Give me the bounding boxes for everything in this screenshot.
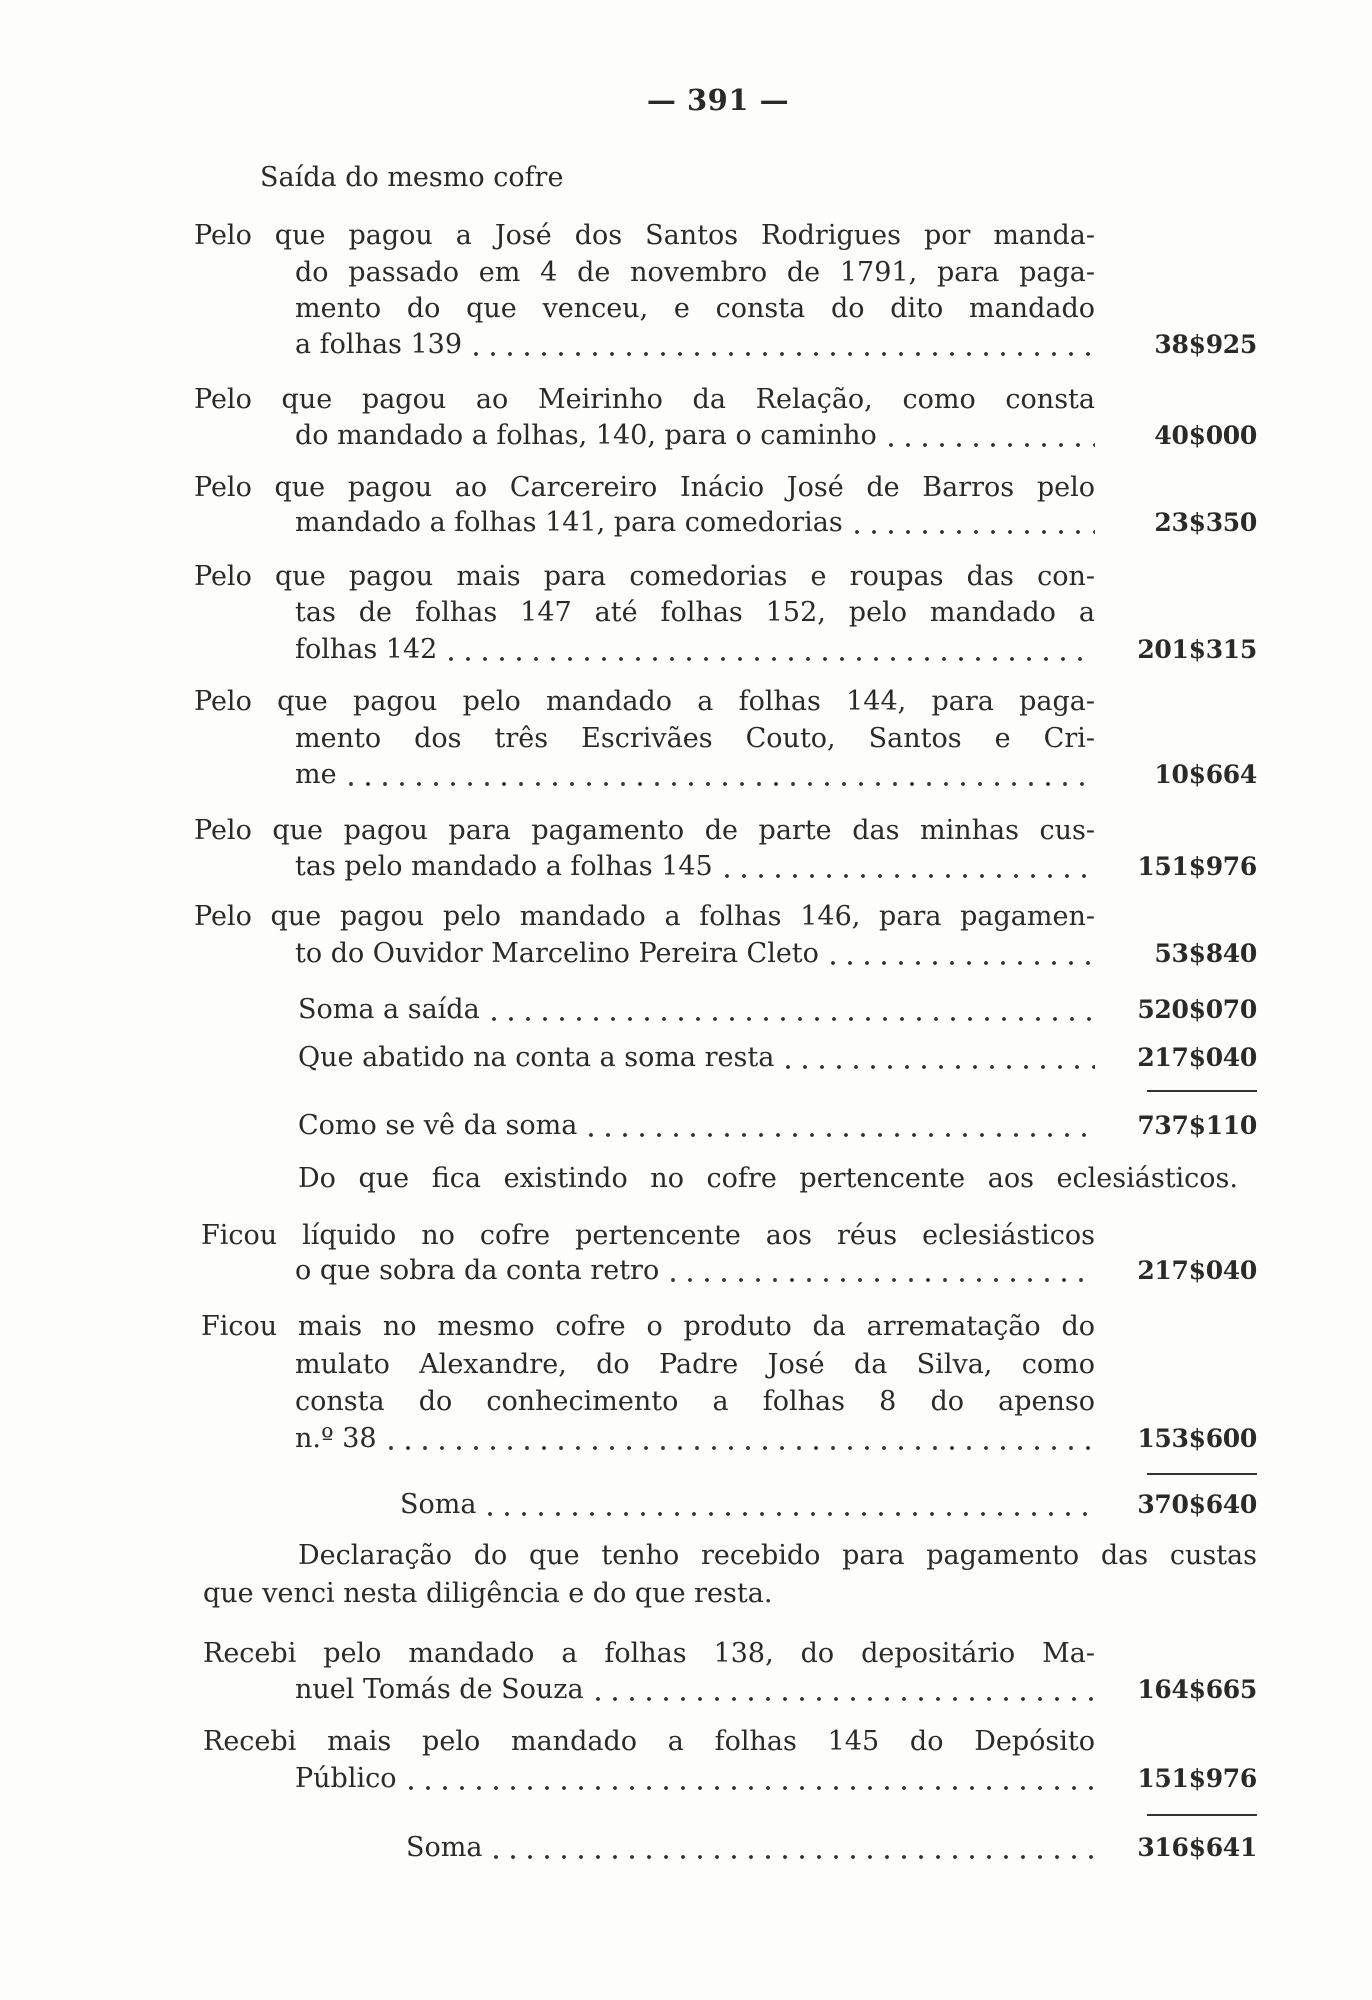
como-se-ve-line <box>298 1108 1095 1144</box>
entry-last-line <box>295 418 1095 454</box>
soma-custas-line <box>406 1830 1095 1866</box>
leader-dots <box>492 992 1095 1028</box>
total-rule <box>1147 1473 1257 1475</box>
resta-line <box>298 1040 1095 1076</box>
leader-dots <box>389 1421 1095 1457</box>
entry-line: mento dos três Escrivães Couto, Santos e Cri- <box>295 723 1095 754</box>
leader-dots <box>671 1253 1095 1289</box>
leader-dots <box>831 936 1095 972</box>
leader-dots <box>596 1672 1095 1708</box>
entry-line-text: a folhas 139 <box>295 329 463 360</box>
leader-dots <box>409 1761 1096 1797</box>
leader-dots <box>474 327 1095 363</box>
entry-last-line <box>295 1761 1095 1797</box>
entry-line: Pelo que pagou ao Meirinho da Relação, como consta <box>194 384 1095 415</box>
entry-line: Ficou mais no mesmo cofre o produto da arrematação do <box>201 1311 1095 1342</box>
section-title: Saída do mesmo cofre <box>260 162 564 193</box>
entry-amount: 201$315 <box>1137 635 1257 664</box>
leader-dots <box>589 1108 1095 1144</box>
existindo-heading: Do que fica existindo no cofre pertencente aos eclesiásticos. <box>298 1163 1238 1194</box>
leader-dots <box>449 632 1095 668</box>
entry-amount: 151$976 <box>1137 1764 1257 1793</box>
entry-line-text: mandado a folhas 141, para comedorias <box>295 507 843 538</box>
entry-line: Pelo que pagou pelo mandado a folhas 144, para paga- <box>194 686 1095 717</box>
entry-last-line <box>295 327 1095 363</box>
page-number: — 391 — <box>646 83 790 117</box>
entry-last-line <box>295 1421 1095 1457</box>
entry-line-text: n.º 38 <box>295 1423 377 1454</box>
entry-line-text: o que sobra da conta retro <box>295 1255 660 1286</box>
entry-line-text: nuel Tomás de Souza <box>295 1674 584 1705</box>
entry-last-line <box>295 632 1095 668</box>
entry-amount: 10$664 <box>1154 760 1257 789</box>
entry-amount: 53$840 <box>1154 939 1257 968</box>
entry-line-text: Público <box>295 1763 397 1794</box>
entry-last-line <box>295 505 1095 541</box>
entry-last-line <box>295 1253 1095 1289</box>
entry-line: mento do que venceu, e consta do dito mandado <box>295 293 1095 324</box>
entry-line: do passado em 4 de novembro de 1791, para paga- <box>295 257 1095 288</box>
entry-last-line <box>295 1672 1095 1708</box>
entry-line: Recebi pelo mandado a folhas 138, do depositário Ma- <box>203 1638 1095 1669</box>
entry-amount: 153$600 <box>1137 1424 1257 1453</box>
soma-custas-amount: 316$641 <box>1137 1833 1257 1862</box>
entry-line: Pelo que pagou mais para comedorias e roupas das con- <box>194 561 1095 592</box>
entry-line: tas de folhas 147 até folhas 152, pelo mandado a <box>295 597 1095 628</box>
como-se-ve-amount: 737$110 <box>1137 1111 1257 1140</box>
entry-line: Pelo que pagou para pagamento de parte das minhas cus- <box>194 815 1095 846</box>
leader-dots <box>889 418 1095 454</box>
entry-line-text: to do Ouvidor Marcelino Pereira Cleto <box>295 938 819 969</box>
resta-amount: 217$040 <box>1137 1043 1257 1072</box>
custas-heading-line: que venci nesta diligência e do que resta. <box>203 1578 773 1609</box>
entry-line: Pelo que pagou a José dos Santos Rodrigues por manda- <box>194 220 1095 251</box>
soma-existindo-amount: 370$640 <box>1137 1490 1257 1519</box>
entry-line-text: me <box>295 759 337 790</box>
resta-label: Que abatido na conta a soma resta <box>298 1042 775 1073</box>
leader-dots <box>725 849 1095 885</box>
leader-dots <box>855 505 1095 541</box>
soma-custas-label: Soma <box>406 1832 483 1863</box>
entry-line: Pelo que pagou ao Carcereiro Inácio José de Barros pelo <box>194 472 1095 503</box>
entry-last-line <box>295 849 1095 885</box>
entry-line-text: folhas 142 <box>295 634 438 665</box>
leader-dots <box>786 1040 1095 1076</box>
entry-amount: 38$925 <box>1154 330 1257 359</box>
leader-dots <box>494 1830 1095 1866</box>
entry-last-line <box>295 936 1095 972</box>
soma-saida-label: Soma a saída <box>298 994 480 1025</box>
entry-amount: 151$976 <box>1137 852 1257 881</box>
soma-existindo-line <box>400 1487 1095 1523</box>
entry-line: Ficou líquido no cofre pertencente aos réus eclesiásticos <box>201 1220 1095 1251</box>
custas-heading-line: Declaração do que tenho recebido para pagamento das custas <box>298 1540 1257 1571</box>
entry-line: Recebi mais pelo mandado a folhas 145 do Depósito <box>203 1726 1095 1757</box>
entry-line: Pelo que pagou pelo mandado a folhas 146, para pagamen- <box>194 901 1095 932</box>
entry-amount: 164$665 <box>1137 1675 1257 1704</box>
entry-line: consta do conhecimento a folhas 8 do apenso <box>295 1386 1095 1417</box>
leader-dots <box>349 757 1095 793</box>
entry-last-line <box>295 757 1095 793</box>
soma-existindo-label: Soma <box>400 1489 477 1520</box>
total-rule <box>1147 1814 1257 1816</box>
soma-saida-amount: 520$070 <box>1137 995 1257 1024</box>
entry-line-text: tas pelo mandado a folhas 145 <box>295 851 713 882</box>
total-rule <box>1147 1090 1257 1092</box>
entry-amount: 217$040 <box>1137 1256 1257 1285</box>
entry-line: mulato Alexandre, do Padre José da Silva, como <box>295 1349 1095 1380</box>
entry-amount: 40$000 <box>1154 421 1257 450</box>
entry-line-text: do mandado a folhas, 140, para o caminho <box>295 420 877 451</box>
soma-saida-line <box>298 992 1095 1028</box>
entry-amount: 23$350 <box>1154 508 1257 537</box>
leader-dots <box>488 1487 1095 1523</box>
como-se-ve-label: Como se vê da soma <box>298 1110 578 1141</box>
